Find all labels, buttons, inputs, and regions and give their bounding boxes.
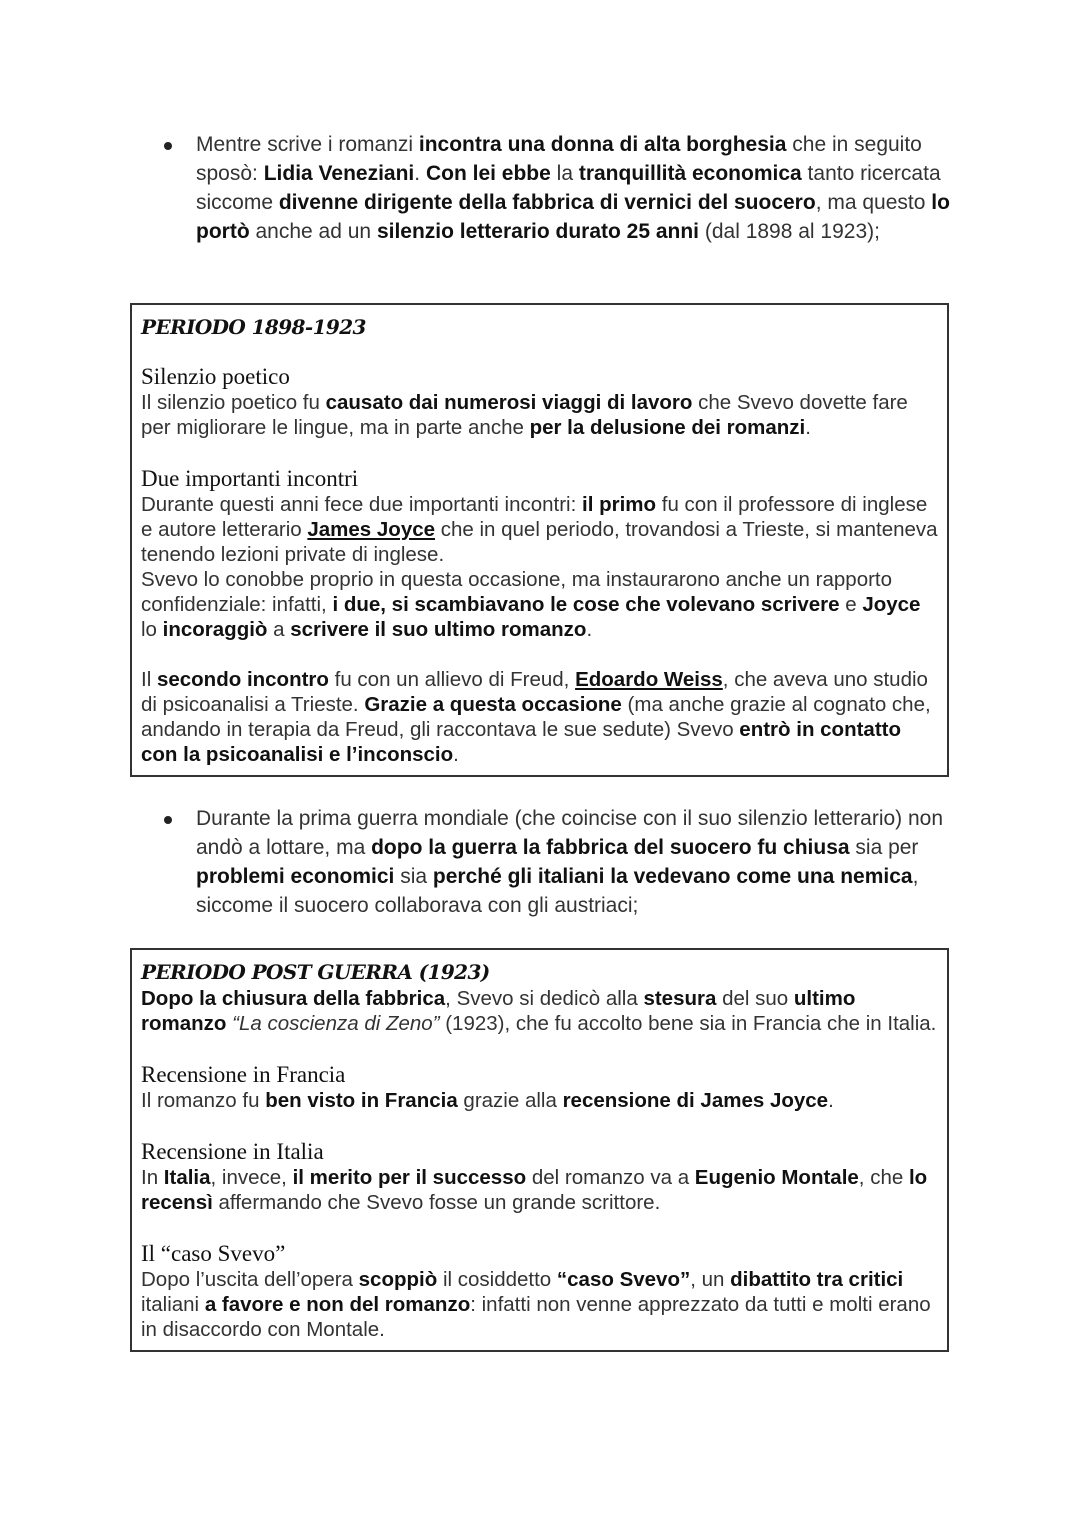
text: (ma anche grazie al cognato che, andando in terapia da Freud, gli raccontava le sue sedute) Svevo — [141, 693, 931, 741]
paragraph — [141, 567, 938, 642]
text: Dopo l’uscita dell’opera — [141, 1268, 359, 1291]
text: (dal 1898 al 1923); — [699, 220, 880, 243]
text: del romanzo va a — [526, 1166, 695, 1189]
text: che in quel periodo, trovandosi a Trieste, si manteneva tenendo lezioni private di inglese. — [141, 518, 938, 566]
bold-text: lo portò — [196, 191, 950, 243]
text: affermando che Svevo fosse un grande scrittore. — [212, 1191, 661, 1214]
bullet-prima-guerra — [196, 804, 956, 920]
section-heading: Il “caso Svevo” — [141, 1241, 286, 1266]
bullet-matrimonio — [196, 130, 956, 246]
bold-text: dibattito tra critici — [730, 1268, 904, 1291]
text: che in seguito sposò: — [196, 133, 922, 185]
paragraph — [141, 667, 938, 767]
text: Durante questi anni fece due importanti incontri: — [141, 493, 583, 516]
text: . — [828, 1089, 834, 1112]
bold-text: Dopo la chiusura della fabbrica — [141, 987, 446, 1010]
bold-text: “caso Svevo” — [556, 1268, 691, 1291]
bold-text: il merito per il successo — [292, 1166, 527, 1189]
section-heading: Due importanti incontri — [141, 466, 359, 491]
text: : infatti non venne apprezzato da tutti e molti erano in disaccordo con Montale. — [141, 1293, 931, 1341]
bold-text: Eugenio Montale — [694, 1166, 859, 1189]
text: tanto ricercata siccome — [196, 162, 941, 214]
bold-text: lo recensì — [141, 1166, 928, 1214]
bold-text: silenzio letterario durato 25 anni — [376, 220, 700, 243]
bold-text: tranquillità economica — [578, 162, 802, 185]
text: Durante la prima guerra mondiale (che coincise con il suo silenzio letterario) non andò a lottare, ma — [196, 807, 944, 859]
bold-text: a favore e non del romanzo — [204, 1293, 471, 1316]
text: , siccome il suocero collaborava con gli austriaci; — [196, 865, 919, 917]
bold-text: stesura — [643, 987, 717, 1010]
text: (1923), che fu accolto bene sia in Francia che in Italia. — [439, 1012, 937, 1035]
text: del suo — [716, 987, 794, 1010]
text: Il romanzo fu — [141, 1089, 266, 1112]
bold-text: Grazie a questa occasione — [364, 693, 622, 716]
link-james-joyce[interactable]: James Joyce — [307, 518, 436, 541]
text: sia per — [849, 836, 919, 859]
bold-text: recensione di James Joyce — [562, 1089, 829, 1112]
bold-text: il primo — [582, 493, 657, 516]
text: anche ad un — [249, 220, 377, 243]
bold-text: scoppiò — [358, 1268, 438, 1291]
text: la — [550, 162, 579, 185]
bold-text: per la delusione dei romanzi — [529, 416, 806, 439]
text: , Svevo si dedicò alla — [445, 987, 644, 1010]
text: Mentre scrive i romanzi — [196, 133, 419, 156]
box-title: PERIODO 1898-1923 — [141, 315, 366, 339]
text: , che — [858, 1166, 909, 1189]
bold-text: scrivere il suo ultimo romanzo — [290, 618, 587, 641]
text: , ma questo — [815, 191, 932, 214]
paragraph — [141, 1088, 938, 1113]
text: fu con il professore di inglese e autore letterario — [141, 493, 928, 541]
bold-text: causato dai numerosi viaggi di lavoro — [325, 391, 693, 414]
text: Il silenzio poetico fu — [141, 391, 326, 414]
italic-title: “La coscienza di Zeno” — [232, 1012, 440, 1035]
bold-text: dopo la guerra la fabbrica del suocero fu chiusa — [371, 836, 850, 859]
link-edoardo-weiss[interactable]: Edoardo Weiss — [575, 668, 723, 691]
bold-text: ultimo romanzo — [141, 987, 856, 1035]
bold-text: Italia — [163, 1166, 211, 1189]
text: fu con un allievo di Freud, — [328, 668, 576, 691]
text: , un — [690, 1268, 731, 1291]
bullet-dot — [164, 142, 172, 150]
text: . — [586, 618, 593, 641]
section-heading: Recensione in Francia — [141, 1062, 346, 1087]
paragraph — [141, 1165, 938, 1215]
text: , invece, — [210, 1166, 293, 1189]
text: e — [839, 593, 863, 616]
text: . — [453, 743, 459, 766]
bold-text: Con lei ebbe — [425, 162, 551, 185]
text: . — [414, 162, 426, 185]
paragraph — [141, 1267, 938, 1342]
section-heading: Silenzio poetico — [141, 364, 290, 389]
text: a — [267, 618, 291, 641]
bold-text: perché gli italiani la vedevano come una nemica — [432, 865, 913, 888]
text: sia — [394, 865, 433, 888]
bold-text: divenne dirigente della fabbrica di vernici del suocero — [278, 191, 816, 214]
text: lo — [141, 618, 163, 641]
text: grazie alla — [457, 1089, 563, 1112]
bold-text: secondo incontro — [156, 668, 329, 691]
box-periodo-post-guerra — [130, 948, 949, 1352]
text: . — [805, 416, 811, 439]
bold-text: problemi economici — [196, 865, 395, 888]
box-periodo-1898-1923 — [130, 303, 949, 777]
text: Il — [141, 668, 157, 691]
text: che Svevo dovette fare per migliorare le lingue, ma in parte anche — [141, 391, 908, 439]
bold-text: incontra una donna di alta borghesia — [418, 133, 787, 156]
box-title: PERIODO POST GUERRA (1923) — [141, 960, 490, 984]
bullet-dot — [164, 816, 172, 824]
text: italiani — [141, 1293, 205, 1316]
bold-text: Joyce — [862, 593, 921, 616]
bold-text: incoraggiò — [162, 618, 268, 641]
bold-text: i due, si scambiavano le cose che volevano scrivere — [332, 593, 840, 616]
paragraph — [141, 390, 938, 440]
paragraph — [141, 986, 938, 1036]
text: , che aveva uno studio di psicoanalisi a Trieste. — [141, 668, 928, 716]
section-heading: Recensione in Italia — [141, 1139, 324, 1164]
text: In — [141, 1166, 164, 1189]
text: il cosiddetto — [437, 1268, 557, 1291]
bold-text: Lidia Veneziani — [263, 162, 415, 185]
text: Svevo lo conobbe proprio in questa occasione, ma instaurarono anche un rapporto confidenziale: infatti, — [141, 568, 893, 616]
bold-text: ben visto in Francia — [265, 1089, 458, 1112]
paragraph — [141, 492, 938, 567]
bold-text: entrò in contatto con la psicoanalisi e l’inconscio — [141, 718, 902, 766]
